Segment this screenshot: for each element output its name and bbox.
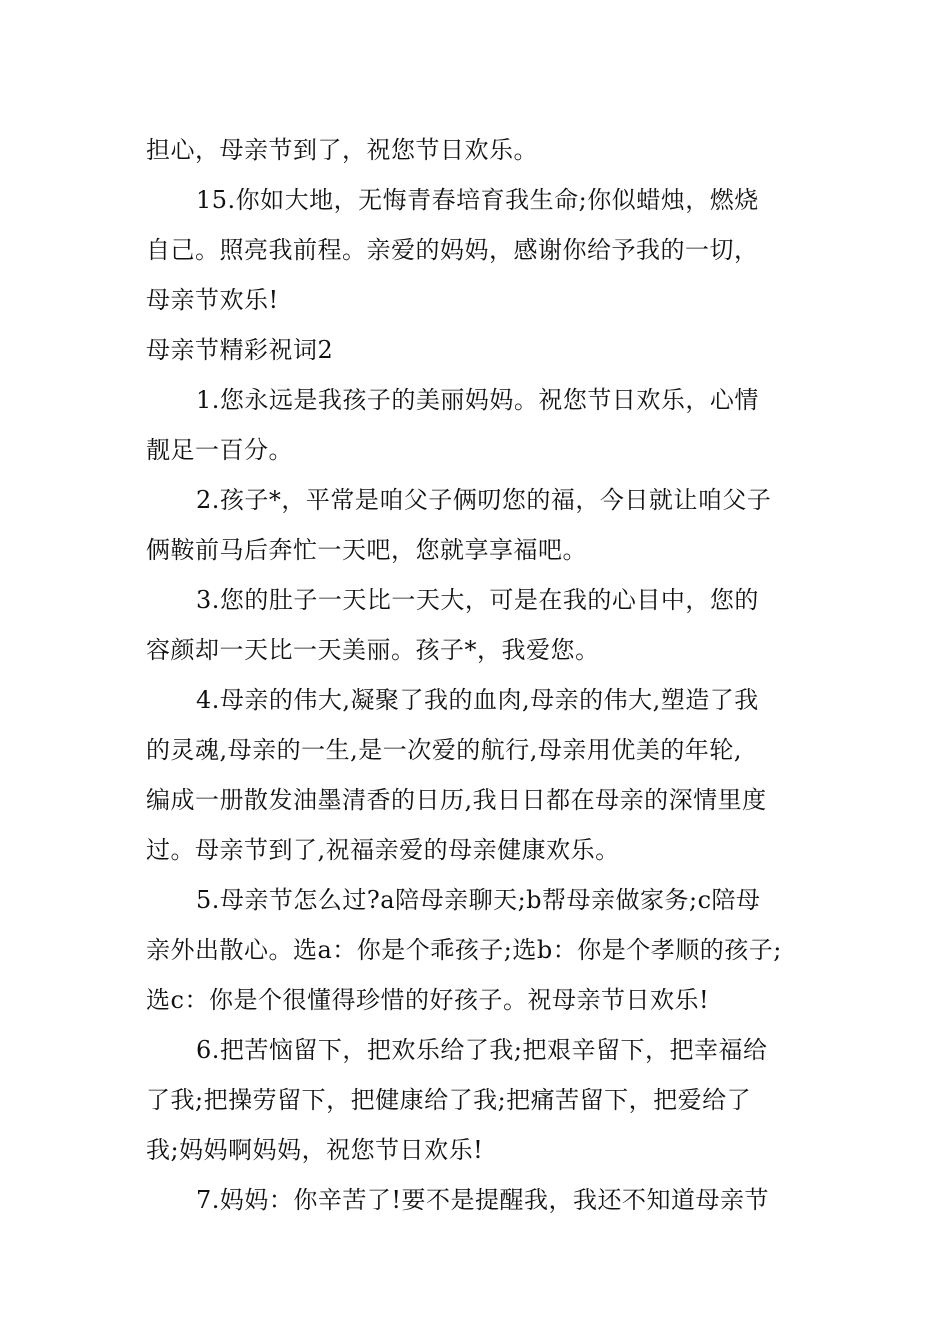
text-line: 了我;把操劳留下，把健康给了我;把痛苦留下，把爱给了 [146, 1086, 752, 1114]
text-line: 母亲节欢乐! [146, 286, 279, 314]
text-line: 容颜却一天比一天美丽。孩子*，我爱您。 [146, 636, 600, 664]
text-line: 6.把苦恼留下，把欢乐给了我;把艰辛留下，把幸福给 [196, 1036, 768, 1064]
text-line: 的灵魂,母亲的一生,是一次爱的航行,母亲用优美的年轮, [146, 736, 743, 764]
text-line: 亲外出散心。选a：你是个乖孩子;选b：你是个孝顺的孩子; [146, 936, 782, 964]
text-line: 自己。照亮我前程。亲爱的妈妈，感谢你给予我的一切， [146, 236, 759, 264]
text-line: 担心，母亲节到了，祝您节日欢乐。 [146, 136, 538, 164]
text-line: 我;妈妈啊妈妈，祝您节日欢乐! [146, 1136, 484, 1164]
text-line: 选c：你是个很懂得珍惜的好孩子。祝母亲节日欢乐! [146, 986, 710, 1014]
text-line: 5.母亲节怎么过?a陪母亲聊天;b帮母亲做家务;c陪母 [196, 886, 761, 914]
text-line: 3.您的肚子一天比一天大，可是在我的心目中，您的 [196, 586, 759, 614]
text-line: 靓足一百分。 [146, 436, 293, 464]
text-line: 4.母亲的伟大,凝聚了我的血肉,母亲的伟大,塑造了我 [196, 686, 759, 714]
text-line: 俩鞍前马后奔忙一天吧，您就享享福吧。 [146, 536, 587, 564]
text-line: 2.孩子*，平常是咱父子俩叨您的福，今日就让咱父子 [196, 486, 772, 514]
text-line: 15.你如大地，无悔青春培育我生命;你似蜡烛，燃烧 [196, 186, 759, 214]
text-line: 过。母亲节到了,祝福亲爱的母亲健康欢乐。 [146, 836, 620, 864]
section-heading: 母亲节精彩祝词2 [146, 336, 334, 364]
text-line: 编成一册散发油墨清香的日历,我日日都在母亲的深情里度 [146, 786, 767, 814]
text-line: 7.妈妈：你辛苦了!要不是提醒我，我还不知道母亲节 [196, 1186, 770, 1214]
text-line: 1.您永远是我孩子的美丽妈妈。祝您节日欢乐，心情 [196, 386, 759, 414]
